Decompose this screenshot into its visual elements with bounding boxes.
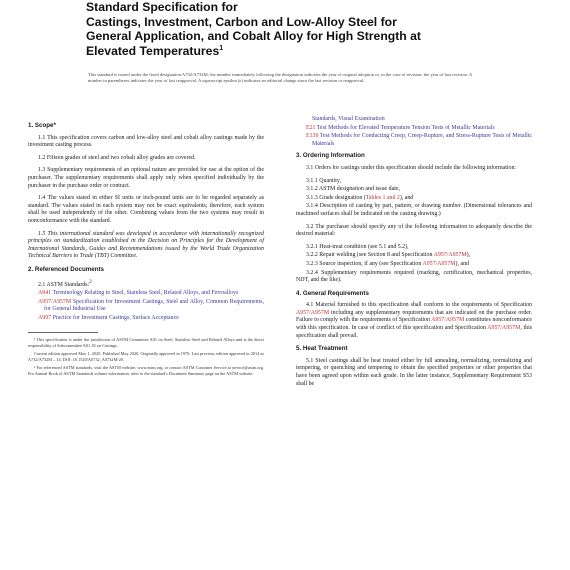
paragraph-1-4: 1.4 The values stated in either SI units or inch-pound units are to be regarded separately as standard. The values stated in each system may not be exact equivalents; therefore, each system shall be used independently of the other. Combining values from the two systems may result in nonconformance with the standard.	[28, 195, 264, 224]
section-heading-referenced-documents: 2. Referenced Documents	[28, 265, 104, 273]
reference-title-link: Test Methods for Conducting Creep, Creep-Rupture, and Stress-Rupture Tests of Metallic Materials	[312, 133, 532, 147]
tables-link[interactable]: Tables 1 and 2	[365, 194, 400, 201]
paragraph-4-1: 4.1 Material furnished to this specification shall conform to the requirements of Specification A957/A957M including any supplementary requirements that are indicated on the purchase order. Failure to comply with the requirements of Specification A957/A957M constitutes nonconformance with this specification. In case of conflict of this specification and Specification A957/A957M, this specification shall prevail.	[296, 302, 532, 339]
spec-link[interactable]: A957/A957M	[487, 325, 521, 332]
footnote-1: ¹ This specification is under the jurisdiction of ASTM Committee A01 on Steel, Stainless Steel and Related Alloys and is the direct responsibility of Subcommittee A01.18 on Castings.	[28, 337, 264, 348]
left-column	[28, 118, 264, 379]
footnote-marker: 1	[219, 44, 224, 52]
reference-title-link: Practice for Investment Castings, Surface Acceptance	[52, 314, 179, 321]
paragraph-1-2: 1.2 Fifteen grades of steel and two cobalt alloy grades are covered.	[38, 154, 196, 161]
paragraph-3-1: 3.1 Orders for castings under this specification should include the following information:	[306, 164, 517, 171]
section-heading-scope: 1. Scope*	[28, 122, 56, 129]
paragraph-3-2-3: 3.2.3 Source inspection, if any (see Specification A957/A957M), and	[306, 260, 469, 267]
paragraph-3-2-2: 3.2.2 Repair welding (see Section 8 and Specification A957/A957M),	[306, 252, 471, 259]
reference-code-link: E21	[306, 124, 316, 131]
footnote-divider	[28, 332, 98, 333]
paragraph-3-1-3: 3.1.3 Grade designation (Tables 1 and 2), and	[306, 194, 414, 201]
paragraph-3-2: 3.2 The purchaser should specify any of the following information to adequately describe the desired material:	[296, 223, 532, 238]
paragraph-3-2-4: 3.2.4 Supplementary requirements required (marking, certification, mechanical properties, NDT, and the like).	[296, 269, 532, 284]
reference-code-link: A997	[38, 314, 52, 321]
paragraph-5-1: 5.1 Steel castings shall be heat treated either by full annealing, normalizing, normalizing and tempering, or quenching and tempering to obtain the specified properties or other properties that have been agreed upon within each grade. In the latter instance, Supplementary Requirement S53 shall be	[296, 357, 532, 387]
document-header	[86, 0, 506, 58]
spec-link[interactable]: A957/A957M	[422, 260, 456, 267]
document-title	[86, 0, 506, 58]
footnote-marker: 2	[89, 279, 92, 285]
paragraph-1-5: 1.5 This international standard was developed in accordance with internationally recognized principles on standardization established in the Decision on Principles for the Development of International Standards, Guides and Recommendations issued by the World Trade Organization Technical Barriers to Trade (TBT) Committee.	[28, 230, 264, 260]
footnote-2: ² For referenced ASTM standards, visit the ASTM website, www.astm.org, or contact ASTM Customer Service at service@astm.org. For Annual Book of ASTM Standards volume information, refer to the standard's Document Summary page on the ASTM website.	[28, 365, 264, 376]
footnote-1-edition: Current edition approved May 1, 2020. Published May 2020. Originally approved in 1976. Last previous edition approved in 2014 as A732/A732M – 14. DOI: 10.1520/A0732_A0732M-20.	[28, 351, 264, 362]
paragraph-3-1-2: 3.1.2 ASTM designation and issue date,	[306, 186, 400, 193]
title-line: Standard Specification for	[86, 0, 238, 14]
reference-code-link: A941	[38, 290, 52, 297]
spec-link[interactable]: A957/A957M	[433, 252, 467, 259]
reference-item[interactable]	[296, 125, 532, 133]
reference-continuation[interactable]	[296, 116, 532, 124]
section-heading-heat-treatment: 5. Heat Treatment	[296, 345, 348, 353]
reference-title-link: Specification for Investment Castings, Steel and Alloy, Common Requirements, for General Industrial Use	[44, 298, 264, 313]
section-heading-general-requirements: 4. General Requirements	[296, 289, 369, 297]
designation-notice: This standard is issued under the fixed designation A732/A732M; the number immediately following the designation indicates the year of original adoption or, in the case of revision, the year of last revision. A number in parentheses indicates the year of last reapproval. A superscript epsilon (ε) indicates an editorial change since the last revision or reapproval.	[88, 72, 472, 83]
title-line: Castings, Investment, Carbon and Low-Alloy Steel for	[86, 14, 397, 29]
reference-item[interactable]	[296, 133, 532, 148]
reference-code-link: A957/A957M	[38, 298, 72, 305]
paragraph-1-1: 1.1 This specification covers carbon and low-alloy steel and cobalt alloy castings made by the investment casting process.	[28, 134, 264, 149]
paragraph-2-1: 2.1 ASTM Standards:$^2$	[38, 279, 92, 288]
right-column	[296, 116, 532, 393]
reference-item[interactable]	[28, 290, 264, 298]
reference-code-link: E139	[306, 133, 319, 140]
paragraph-3-1-1: 3.1.1 Quantity,	[306, 177, 341, 184]
spec-link[interactable]: A957/A957M	[296, 309, 330, 316]
spec-link[interactable]: A957/A957M	[431, 317, 465, 324]
reference-title-link: Test Methods for Elevated Temperature Tension Tests of Metallic Materials	[316, 124, 495, 131]
reference-title-link: Standards, Visual Examination	[312, 116, 385, 122]
reference-item[interactable]	[28, 299, 264, 314]
paragraph-3-2-1: 3.2.1 Heat-treat condition (see 5.1 and 5.2),	[306, 243, 409, 250]
title-line: Elevated Temperatures$^1$	[86, 43, 224, 58]
section-heading-ordering-information: 3. Ordering Information	[296, 152, 365, 160]
title-line: General Application, and Cobalt Alloy for High Strength at	[86, 29, 421, 44]
reference-title-link: Terminology Relating to Steel, Stainless Steel, Related Alloys, and Ferroalloys	[52, 290, 239, 297]
paragraph-3-1-4: 3.1.4 Description of casting by part, pattern, or drawing number. (Dimensional tolerances and machined surfaces shall be indicated on the casting drawing.)	[296, 203, 532, 217]
paragraph-1-3: 1.3 Supplementary requirements of an optional nature are provided for use at the option of the purchaser. The supplementary requirements shall apply only when specified individually by the purchaser in the purchase order or contract.	[28, 167, 264, 189]
reference-item[interactable]	[28, 315, 264, 323]
